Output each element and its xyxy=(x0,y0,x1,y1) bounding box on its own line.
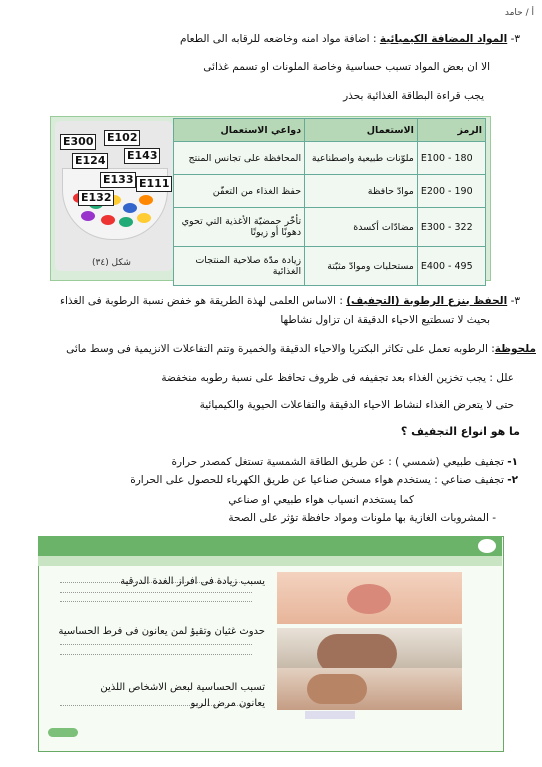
col-use-header: الاستعمال xyxy=(305,119,418,142)
row-code: E300 - 322 xyxy=(417,208,485,247)
section-number: ٣- xyxy=(510,33,520,45)
figure-title-band xyxy=(38,536,502,556)
row-reason: المحافظة على تجانس المنتج xyxy=(174,142,305,175)
item-number: ٢- xyxy=(507,474,518,486)
table-row xyxy=(174,247,486,286)
note-text: الرطوبه تعمل على تكاثر البكتريا والاحياء الدقيقة والخميرة وتتم التفاعلات الانزيمية فى وسط مائى xyxy=(66,343,488,355)
heading-colon: : xyxy=(372,33,377,45)
type-industrial-text: تجفيف صناعي : يستخدم هواء مسخن صناعيا عن طريق الكهرباء للحصول على الحرارة xyxy=(130,474,504,486)
additives-table xyxy=(173,118,486,286)
additives-heading: المواد المضافة الكيميائية xyxy=(379,33,508,45)
types-question: ما هو انواع التجفيف ؟ xyxy=(400,425,520,438)
table-row xyxy=(174,142,486,175)
row-use: مستحلبات وموادّ مثبّتة xyxy=(305,247,418,286)
answer-line xyxy=(60,654,252,655)
col-code-header: الرمز xyxy=(417,119,485,142)
section-number: ٣- xyxy=(510,295,520,307)
answer-line xyxy=(60,644,252,645)
row-use: موادّ حافظة xyxy=(305,175,418,208)
soft-drinks-note: - المشروبات الغازية بها ملونات ومواد حافظة تؤثر على الصحة xyxy=(228,512,496,524)
row-reason: حفظ الغذاء من التعفّن xyxy=(174,175,305,208)
table-row xyxy=(174,175,486,208)
row-use: ملوّنات طبيعية واصطناعية xyxy=(305,142,418,175)
ecode-label: E102 xyxy=(104,130,140,146)
drying-heading: الحفظ بنزع الرطوبة (التجفيف) xyxy=(346,295,508,307)
drying-heading-line xyxy=(60,294,520,308)
drying-line1: الاساس العلمى لهذة الطريقة هو خفض نسبة الرطوبة فى الغذاء xyxy=(60,295,336,307)
table-row xyxy=(174,208,486,247)
answer-thyroid: يسبب زيادة فى افراز الغدة الدرقية xyxy=(120,576,265,587)
asthma-inhaler-photo xyxy=(277,668,462,710)
ecode-label: E143 xyxy=(124,148,160,164)
note-reason-answer: حتى لا يتعرض الغذاء لنشاط الاحياء الدقيقة والتفاعلات الحيوية والكيميائية xyxy=(199,399,514,411)
additives-line1: اضافة مواد امنه وخاضعه للرقابه الى الطعام xyxy=(179,33,370,45)
item-number: ١- xyxy=(507,456,518,468)
neck-thyroid-photo xyxy=(277,572,462,624)
additives-line2: الا ان بعض المواد تسبب حساسية وخاصة الملونات او تسمم غذائى xyxy=(203,61,490,73)
answer-asthma: تسبب الحساسية لبعض الاشخاص اللذين يعانون مرض الربو xyxy=(100,682,265,709)
row-reason: تأخّر حمضيّة الأغذية التي تحوي دهونًا أو زيوتًا xyxy=(174,208,305,247)
col-reason-header: دواعي الاستعمال xyxy=(174,119,305,142)
row-code: E200 - 190 xyxy=(417,175,485,208)
ecode-label: E111 xyxy=(136,176,172,192)
ecode-label: E132 xyxy=(78,190,114,206)
additives-heading-line xyxy=(20,32,520,46)
type-industrial xyxy=(130,473,518,487)
additives-line3: يجب قراءة البطاقة الغذائية بحذر xyxy=(343,90,484,102)
table-header-row xyxy=(174,119,486,142)
type-natural xyxy=(171,455,518,469)
figure-footer-label xyxy=(305,711,355,719)
heading-colon: : xyxy=(339,295,343,307)
row-reason: زيادة مدّة صلاحية المنتجات الغذائية xyxy=(174,247,305,286)
figure-caption: شكل (٣٤) xyxy=(92,258,131,268)
note-colon: : xyxy=(491,343,495,355)
row-code: E100 - 180 xyxy=(417,142,485,175)
answer-line xyxy=(60,601,252,602)
figure-subtitle-band xyxy=(38,556,502,566)
note-line xyxy=(66,342,536,356)
drying-line2: بحيث لا تسطتيع الاحياء الدقيقة ان تزاول نشاطها xyxy=(280,314,490,326)
row-use: مضادّات أكسدة xyxy=(305,208,418,247)
type-industrial-cont: كما يستخدم انسياب هواء طبيعي او صناعي xyxy=(228,494,414,506)
note-reason-question: علل : يجب تخزين الغذاء بعد تجفيفه فى ظروف تحافظ على نسبة رطوبه منخفضة xyxy=(161,372,514,384)
ecode-label: E300 xyxy=(60,134,96,150)
book-logo-icon xyxy=(478,539,496,553)
book-footer-icon xyxy=(48,728,78,737)
answer-nausea: حدوث غثيان وتقيؤ لمن يعانون فى فرط الحساسية xyxy=(58,626,265,637)
row-code: E400 - 495 xyxy=(417,247,485,286)
note-label: ملحوظة xyxy=(494,343,536,355)
teacher-name: أ / حامد xyxy=(504,8,534,18)
answer-line xyxy=(60,592,252,593)
ecode-label: E133 xyxy=(100,172,136,188)
ecode-label: E124 xyxy=(72,153,108,169)
type-natural-text: تجفيف طبيعي (شمسي ) : عن طريق الطاقة الشمسية تستغل كمصدر حرارة xyxy=(171,456,504,468)
